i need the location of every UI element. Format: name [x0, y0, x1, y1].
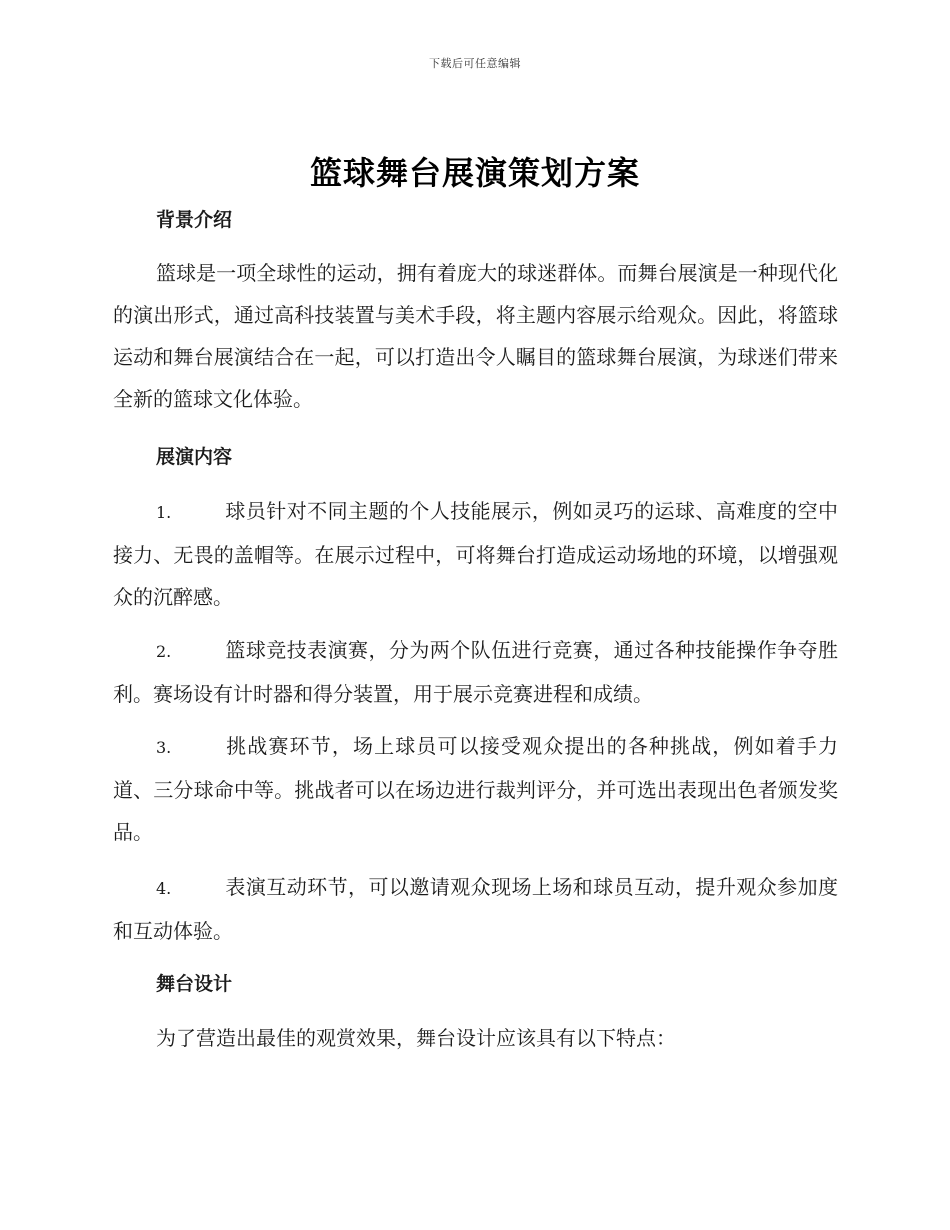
section-heading-content: 展演内容: [156, 446, 233, 468]
section-background-body: [113, 252, 838, 420]
stage-design-paragraph: 为了营造出最佳的观赏效果，舞台设计应该具有以下特点：: [156, 1026, 676, 1050]
section-heading-stage-design: 舞台设计: [156, 973, 233, 995]
section-background: [113, 199, 838, 241]
section-content: [113, 436, 838, 478]
section-stage-design: [113, 963, 838, 1005]
list-item: [113, 490, 838, 618]
list-item: [113, 629, 838, 715]
section-heading-background: 背景介绍: [156, 209, 233, 231]
list-item-number: 4.: [156, 879, 172, 898]
document-title: 篮球舞台展演策划方案: [309, 154, 640, 192]
list-item-text: 篮球竞技表演赛，分为两个队伍进行竞赛，通过各种技能操作争夺胜利。赛场设有计时器和得分装置，用于展示竞赛进程和成绩。: [113, 638, 838, 706]
section-stage-design-body: [113, 1017, 838, 1059]
page-header-note: 下载后可任意编辑: [429, 57, 521, 70]
list-item: [113, 866, 838, 952]
list-item-number: 3.: [156, 738, 172, 757]
list-item-text: 球员针对不同主题的个人技能展示，例如灵巧的运球、高难度的空中接力、无畏的盖帽等。在展示过程中，可将舞台打造成运动场地的环境，以增强观众的沉醉感。: [113, 499, 838, 609]
list-item-text: 表演互动环节，可以邀请观众现场上场和球员互动，提升观众参加度和互动体验。: [113, 875, 838, 943]
list-item-number: 2.: [156, 642, 172, 661]
list-item: [113, 725, 838, 853]
background-paragraph: 篮球是一项全球性的运动，拥有着庞大的球迷群体。而舞台展演是一种现代化的演出形式，通过高科技装置与美术手段，将主题内容展示给观众。因此，将篮球运动和舞台展演结合在一起，可以打造出令人瞩目的篮球舞台展演，为球迷们带来全新的篮球文化体验。: [113, 261, 838, 411]
list-item-number: 1.: [156, 503, 172, 522]
list-item-text: 挑战赛环节，场上球员可以接受观众提出的各种挑战，例如着手力道、三分球命中等。挑战者可以在场边进行裁判评分，并可选出表现出色者颁发奖品。: [113, 734, 838, 844]
